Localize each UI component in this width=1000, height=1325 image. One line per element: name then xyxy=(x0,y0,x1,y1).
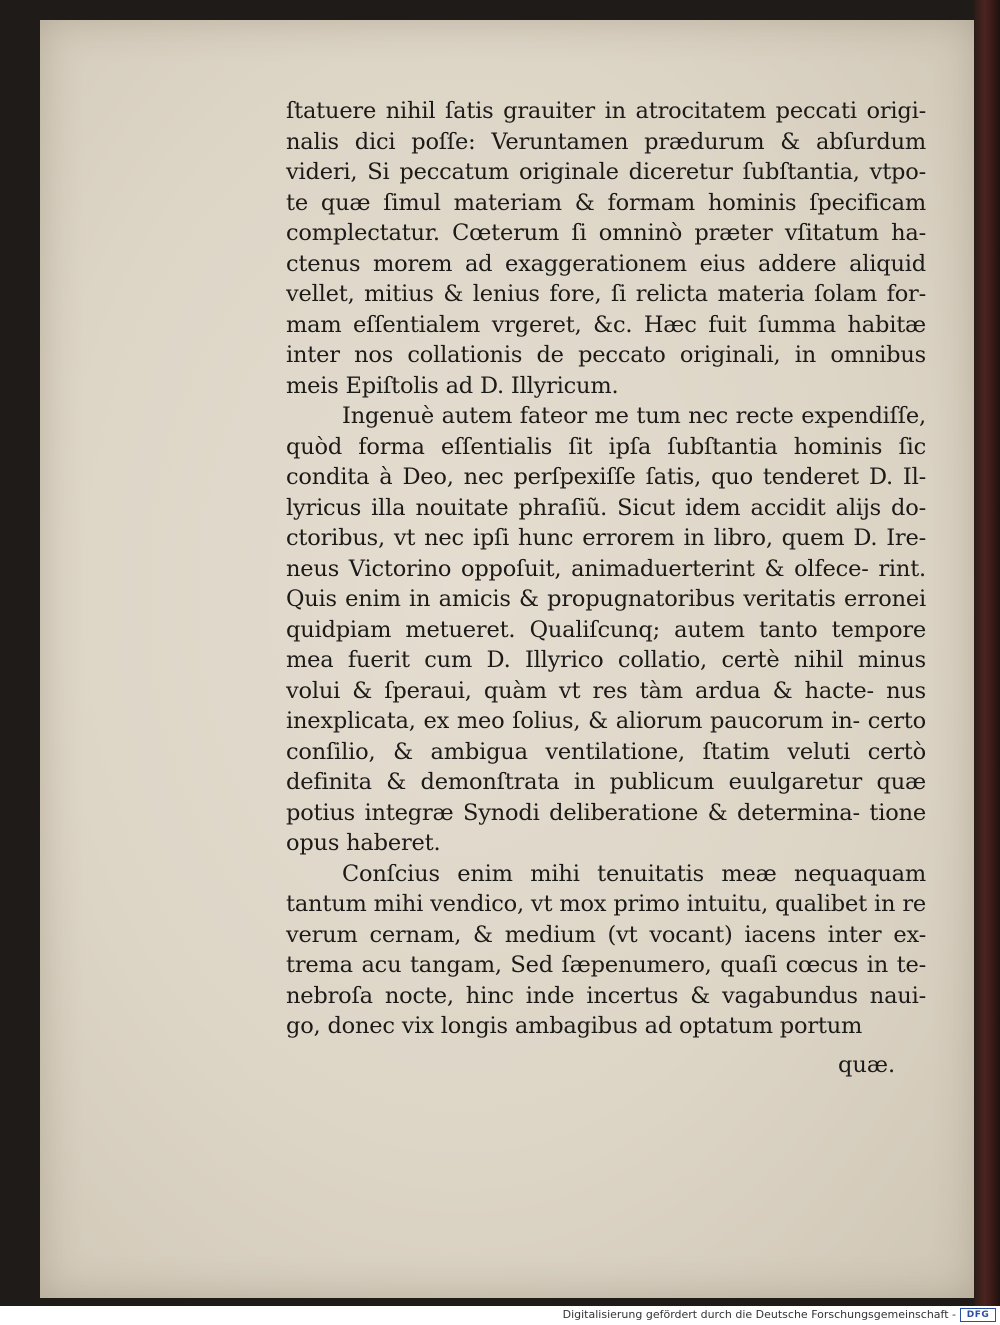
book-binding-edge xyxy=(974,0,1000,1306)
funding-credit: Digitalisierung gefördert durch die Deutsche Forschungsgemeinschaft - xyxy=(562,1308,956,1321)
paragraph-3: Conſcius enim mihi tenuitatis meæ nequaquam tantum mihi vendico, vt mox primo intuitu, qualibet in re verum cernam, & medium (vt vocant) iacens inter ex- trema acu tangam, Sed ſæpenumero, quaſi cœcus in te- nebroſa nocte, hinc inde incertus & vagabundus naui- go, donec vix longis ambagibus ad optatum portum xyxy=(286,860,926,1039)
dfg-logo-text: DFG xyxy=(966,1310,990,1320)
main-text-block xyxy=(286,96,926,1042)
dfg-logo-icon xyxy=(960,1308,996,1322)
paragraph-2: Ingenuè autem fateor me tum nec recte expendiſſe, quòd forma eſſentialis ſit ipſa ſubſtantia hominis ſic condita à Deo, nec perſpexiſſe ſatis, quo tenderet D. Il- lyricus illa nouitate phraſiũ. Sicut idem accidit alijs do- ctoribus, vt nec ipſi hunc errorem in libro, quem D. Ire- neus Victorino oppoſuit, animaduerterint & olfece- rint. Quis enim in amicis & propugnatoribus veritatis erronei quidpiam metueret. Qualiſcunq; autem tanto tempore mea fuerit cum D. Illyrico collatio, certè nihil minus volui & ſperaui, quàm vt res tàm ardua & hacte- nus inexplicata, ex meo ſolius, & aliorum paucorum in- certo conſilio, & ambigua ventilatione, ſtatim veluti certò definita & demonſtrata in publicum euulgaretur quæ potius integræ Synodi deliberatione & determina- tione opus haberet. xyxy=(286,403,926,856)
paragraph-1: ſtatuere nihil ſatis grauiter in atrocitatem peccati origi- nalis dici poſſe: Veruntamen prædurum & abſurdum videri, Si peccatum originale diceretur ſubſtantia, vtpo- te quæ ſimul materiam & formam hominis ſpecificam complectatur. Cœterum ſi omninò præter vſitatum ha- ctenus morem ad exaggerationem eius addere aliquid vellet, mitius & lenius fore, ſi relicta materia ſolam for- mam eſſentialem vrgeret, &c. Hæc fuit ſumma habitæ inter nos collationis de peccato originali, in omnibus meis Epiſtolis ad D. Illyricum. xyxy=(286,98,926,399)
footer-bar xyxy=(0,1306,1000,1325)
catchword: quæ. xyxy=(838,1052,896,1078)
